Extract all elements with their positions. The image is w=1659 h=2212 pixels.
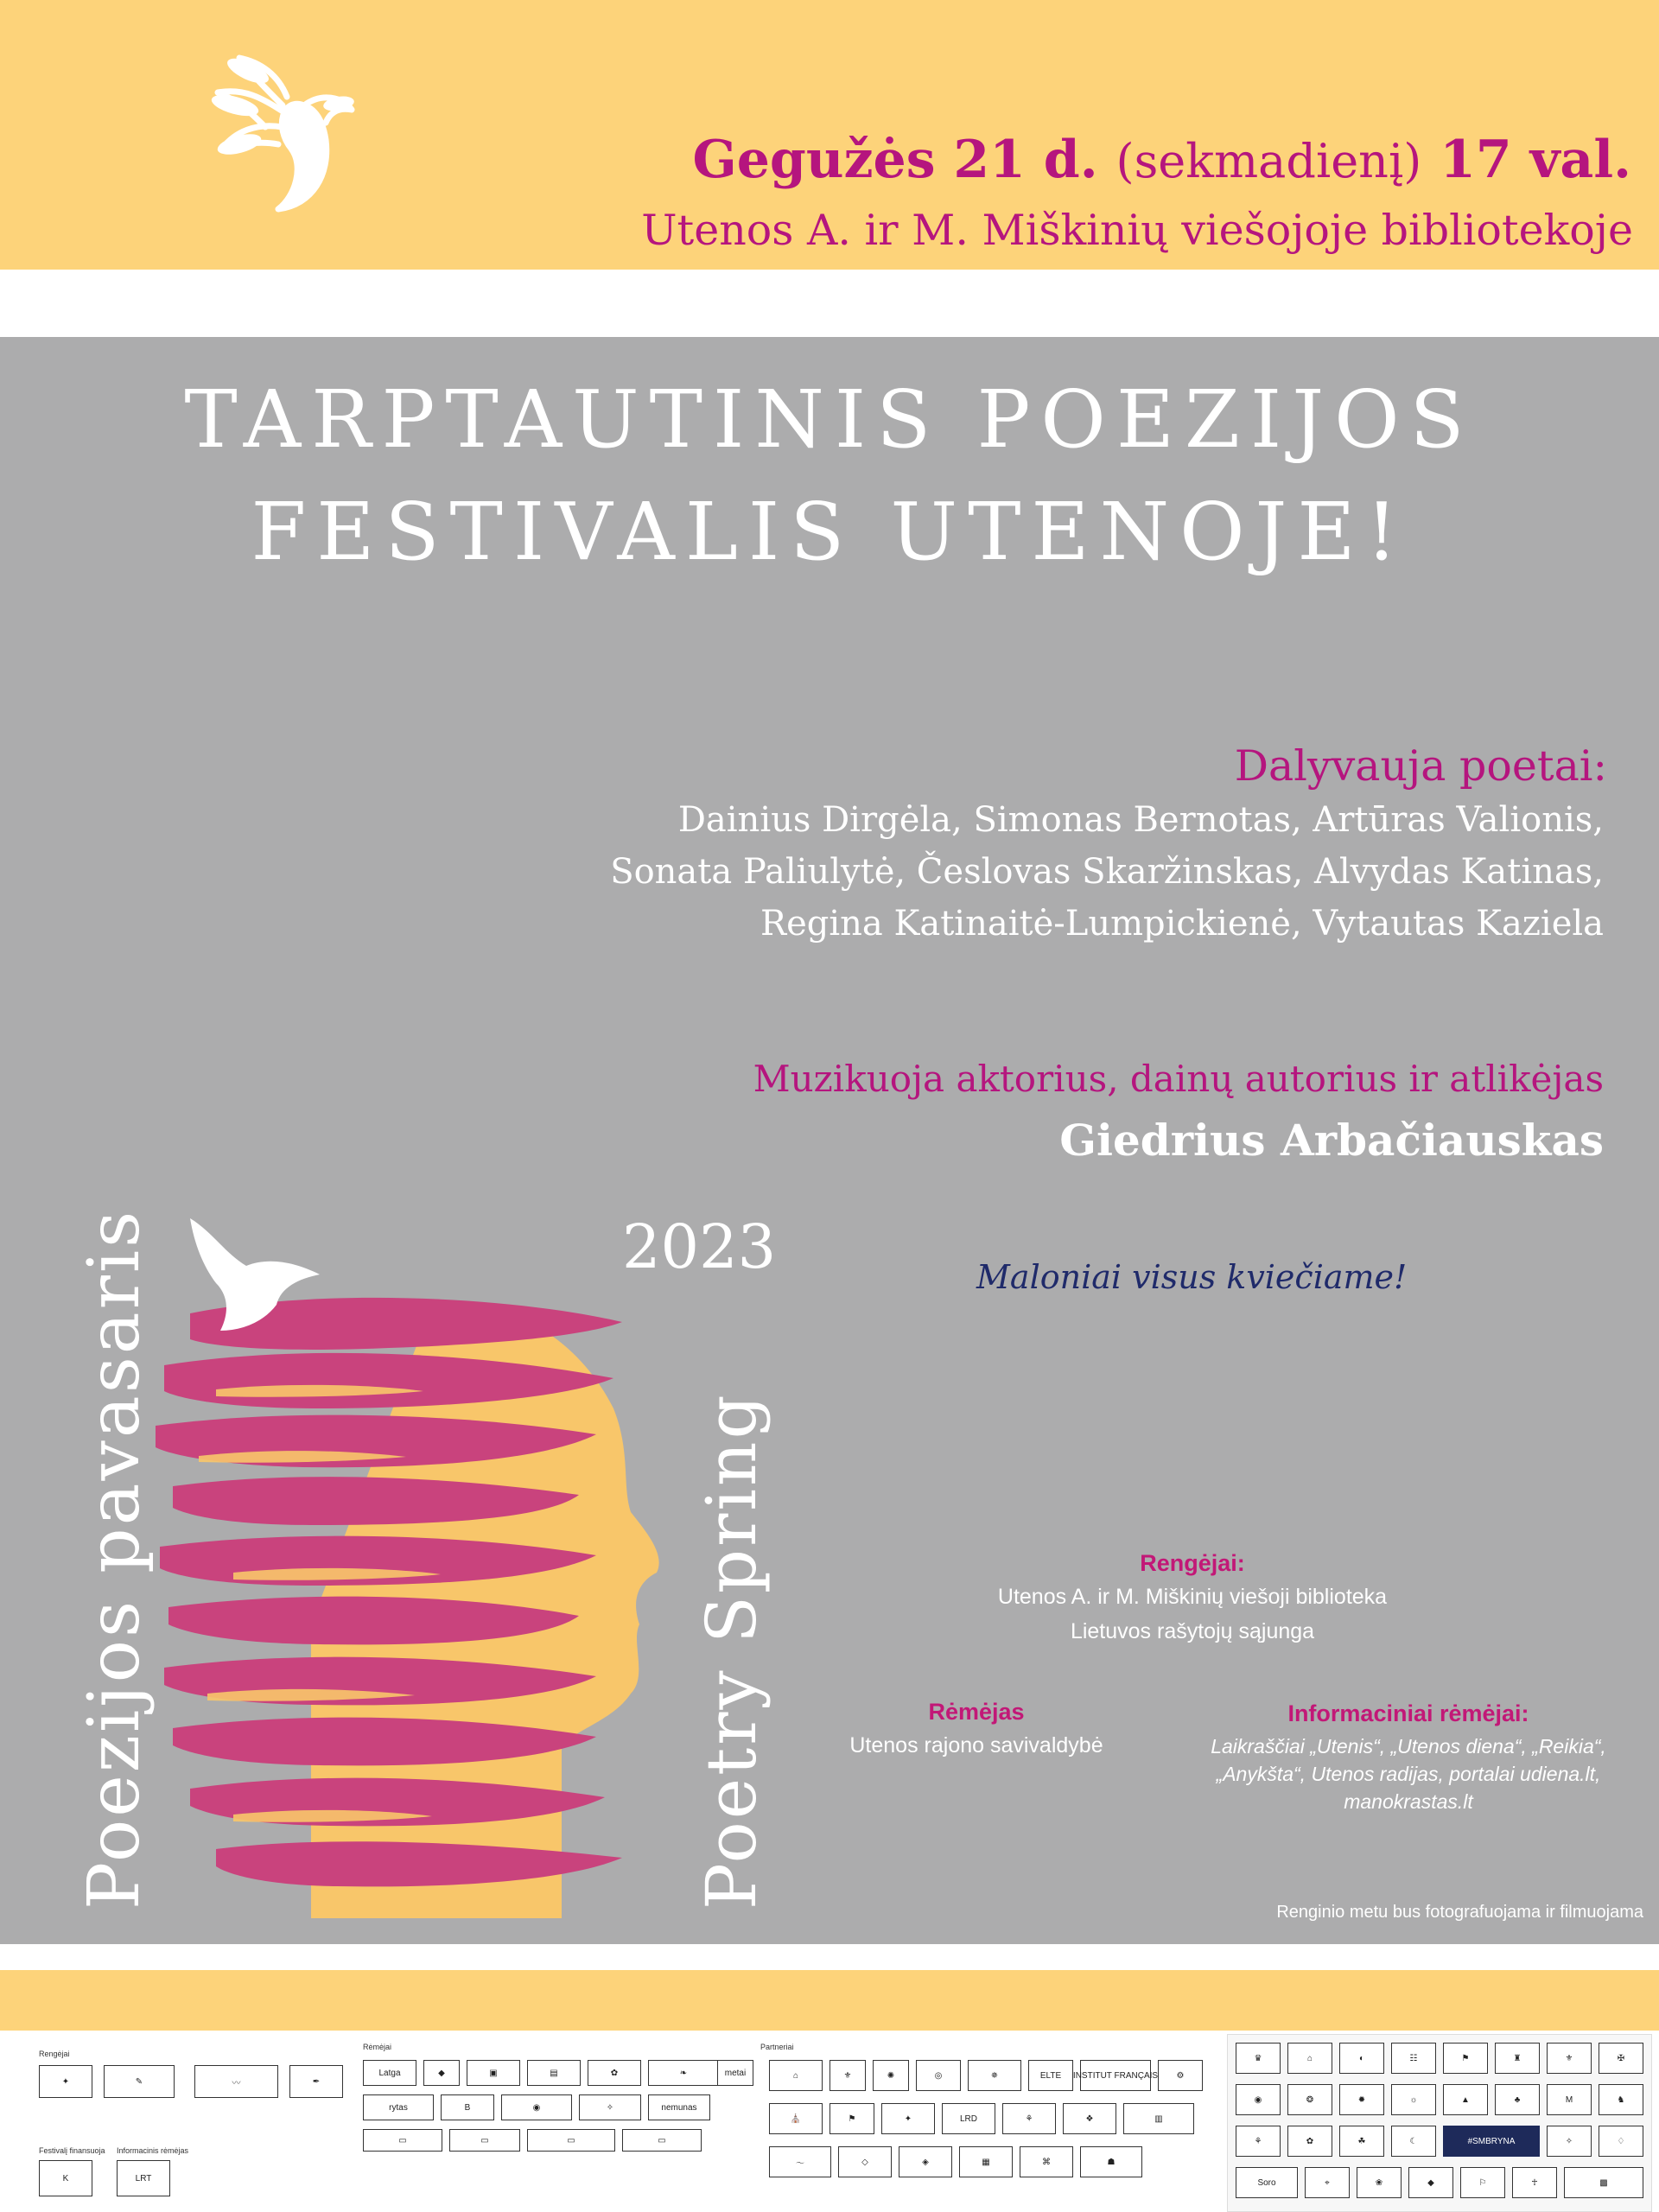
library-logo: ☼: [1391, 2084, 1436, 2115]
elte-logo: ELTE: [1028, 2060, 1073, 2091]
organizer-name: Lietuvos rašytojų sąjunga: [1070, 1619, 1315, 1643]
festival-title-line-2: FESTIVALIS UTENOJE!: [251, 486, 1408, 578]
sponsor-logo: ▭: [363, 2129, 442, 2152]
logos-group-label: Festivalį finansuoja: [39, 2146, 105, 2155]
sponsor-logo: ✿: [588, 2060, 641, 2086]
partner-logo: ◇: [838, 2146, 892, 2177]
poets-list-line: Regina Katinaitė-Lumpickienė, Vytautas Kaziela: [760, 904, 1604, 944]
library-logo: ✠: [1599, 2043, 1643, 2074]
library-logo: M: [1547, 2084, 1592, 2115]
event-time: 17 val.: [1440, 130, 1631, 190]
sponsor-logo: ▭: [449, 2129, 520, 2152]
library-logo: ❂: [1287, 2084, 1332, 2115]
partner-logo: ✵: [968, 2060, 1021, 2091]
nemunas-logo: nemunas: [648, 2094, 710, 2120]
sponsor-logo: ✧: [579, 2094, 641, 2120]
library-logo: ⌂: [1287, 2043, 1332, 2074]
partner-logo: ⚜: [830, 2060, 866, 2091]
library-logo: ❀: [1357, 2167, 1402, 2198]
photo-notice: Renginio metu bus fotografuojama ir filmuojama: [1276, 1903, 1643, 1922]
library-logo: ✧: [1547, 2126, 1592, 2157]
library-logo: ☾: [1391, 2126, 1436, 2157]
metai-logo: metai: [717, 2060, 753, 2086]
media-partners-line: Laikraščiai „Utenis“, „Utenos diena“, „Reikia“,: [1211, 1735, 1606, 1758]
logos-group-label: Informacinis rėmėjas: [117, 2146, 189, 2155]
partner-logo: ⛪: [769, 2103, 823, 2134]
musician-name: Giedrius Arbačiauskas: [1059, 1115, 1604, 1166]
media-partners-line: manokrastas.lt: [1344, 1790, 1473, 1813]
funder-logo: K: [39, 2160, 92, 2196]
library-logo: ⚑: [1443, 2043, 1488, 2074]
poets-list-line: Sonata Paliulytė, Česlovas Skaržinskas, Alvydas Katinas,: [610, 852, 1604, 892]
library-logo: ♜: [1495, 2043, 1540, 2074]
footer-band: [0, 1970, 1659, 2031]
library-logo: ☘: [1339, 2126, 1384, 2157]
event-venue: Utenos A. ir M. Miškinių viešojoje bibliotekoje: [641, 206, 1633, 255]
library-logo: ♣: [1495, 2084, 1540, 2115]
festival-name-english: Poetry Spring: [691, 1392, 772, 1910]
organizers-heading: Rengėjai:: [1140, 1550, 1245, 1576]
partner-logo: ▥: [1123, 2103, 1194, 2134]
library-logo: ✹: [1339, 2084, 1384, 2115]
smbryna-logo: #SMBRYNA: [1443, 2126, 1540, 2157]
library-logo: ⚐: [1460, 2167, 1505, 2198]
library-logo: ◉: [1236, 2084, 1281, 2115]
library-logo: ♛: [1236, 2043, 1281, 2074]
soro-logo: Soro: [1236, 2167, 1298, 2198]
sponsor-logo: ▭: [622, 2129, 702, 2152]
library-logo: ♢: [1599, 2126, 1643, 2157]
partner-logo: ⌂: [769, 2060, 823, 2091]
festival-name-lithuanian: Poezijos pavasaris: [73, 1208, 156, 1910]
library-logo: ◐: [1339, 2043, 1384, 2074]
library-logo: ✿: [1287, 2126, 1332, 2157]
lrt-logo: LRT: [117, 2160, 170, 2196]
organizer-logo: ✒: [289, 2065, 343, 2098]
music-heading: Muzikuoja aktorius, dainų autorius ir atlikėjas: [753, 1058, 1604, 1100]
latga-logo: Latga: [363, 2060, 416, 2086]
event-date-day: Gegužės 21 d.: [692, 130, 1098, 190]
invitation-text: Maloniai visus kviečiame!: [976, 1258, 1408, 1296]
library-logo: ⌖: [1305, 2167, 1350, 2198]
organizer-logo: ✦: [39, 2065, 92, 2098]
partner-logo: ◎: [916, 2060, 961, 2091]
sponsor-logo: ▣: [467, 2060, 520, 2086]
partner-logo: 〜: [769, 2146, 831, 2177]
bird-logo-icon: [200, 45, 382, 218]
sponsor-logo: ◆: [423, 2060, 460, 2086]
library-logo: ▲: [1443, 2084, 1488, 2115]
sponsor-logo: ▤: [527, 2060, 581, 2086]
poets-heading: Dalyvauja poetai:: [1234, 741, 1607, 791]
rytas-logo: rytas: [363, 2094, 434, 2120]
event-date: [692, 130, 1631, 190]
media-partners-line: „Anykšta“, Utenos radijas, portalai udiena.lt,: [1216, 1763, 1601, 1785]
sponsor-logo: ❧: [648, 2060, 719, 2086]
partner-logo: ◈: [899, 2146, 952, 2177]
partner-logo: ⚘: [1002, 2103, 1056, 2134]
library-logo: ▩: [1564, 2167, 1643, 2198]
institut-francais-logo: INSTITUT FRANÇAIS: [1080, 2060, 1151, 2091]
sponsor-logo: ◉: [501, 2094, 572, 2120]
organizer-logo: 〰: [194, 2065, 278, 2098]
sponsor-logo: B: [441, 2094, 494, 2120]
partner-logo: ❖: [1063, 2103, 1116, 2134]
logos-group-label: Rengėjai: [39, 2050, 70, 2058]
organizer-logo: ✎: [104, 2065, 175, 2098]
organizer-name: Utenos A. ir M. Miškinių viešoji biblioteka: [997, 1585, 1388, 1609]
library-logo: ☷: [1391, 2043, 1436, 2074]
library-logo: ♞: [1599, 2084, 1643, 2115]
partner-logo: ✦: [881, 2103, 935, 2134]
partner-logo: ⚑: [830, 2103, 874, 2134]
lrd-logo: LRD: [942, 2103, 995, 2134]
media-partners-heading: Informaciniai rėmėjai:: [1287, 1700, 1529, 1726]
sponsor-heading: Rėmėjas: [928, 1699, 1025, 1725]
festival-year: 2023: [622, 1211, 777, 1282]
event-date-weekday: (sekmadienį): [1116, 134, 1422, 188]
sponsor-logos-strip: [0, 2031, 1659, 2212]
partner-logo: ✺: [873, 2060, 909, 2091]
festival-title-line-1: TARPTAUTINIS POEZIJOS: [184, 373, 1475, 466]
partner-logo: ⌘: [1020, 2146, 1073, 2177]
library-logo: ☥: [1512, 2167, 1557, 2198]
sponsor-name: Utenos rajono savivaldybė: [849, 1733, 1103, 1758]
library-logo: ⚘: [1236, 2126, 1281, 2157]
partner-logo: ▦: [959, 2146, 1013, 2177]
sponsor-logo: ▭: [527, 2129, 615, 2152]
poets-list-line: Dainius Dirgėla, Simonas Bernotas, Artūras Valionis,: [677, 800, 1604, 840]
logos-group-label: Rėmėjai: [363, 2043, 392, 2051]
logos-group-label: Partneriai: [760, 2043, 794, 2051]
partner-logo: ⚙: [1158, 2060, 1203, 2091]
partner-logo: ☗: [1080, 2146, 1142, 2177]
library-logo: ◆: [1408, 2167, 1453, 2198]
library-logo: ⚜: [1547, 2043, 1592, 2074]
